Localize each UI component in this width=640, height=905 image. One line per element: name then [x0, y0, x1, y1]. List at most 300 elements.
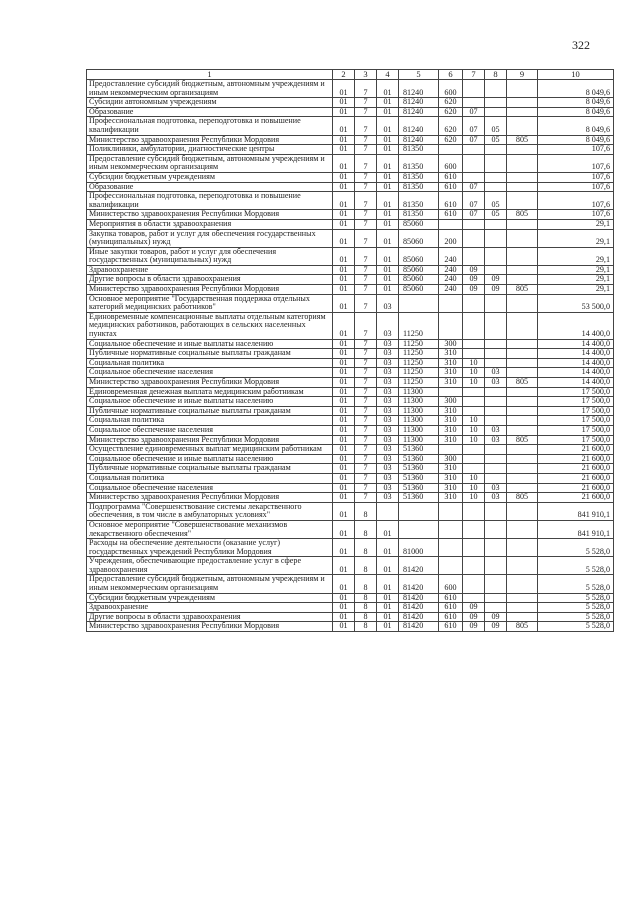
cell-code-2: 01 [333, 539, 355, 557]
cell-amount: 107,6 [538, 192, 614, 210]
cell-code-7: 07 [463, 135, 485, 145]
cell-code-6: 310 [439, 435, 463, 445]
table-row [87, 493, 614, 503]
cell-code-4: 03 [377, 425, 399, 435]
cell-code-4: 01 [377, 219, 399, 229]
cell-code-4: 01 [377, 117, 399, 135]
cell-code-9 [507, 520, 538, 538]
cell-code-6: 620 [439, 117, 463, 135]
cell-code-9 [507, 98, 538, 108]
cell-code-9 [507, 154, 538, 172]
column-header-5: 5 [399, 70, 439, 80]
cell-code-2: 01 [333, 425, 355, 435]
table-row [87, 425, 614, 435]
cell-code-3: 8 [355, 539, 377, 557]
cell-amount: 29,1 [538, 219, 614, 229]
cell-code-8: 05 [485, 117, 507, 135]
cell-code-4: 03 [377, 473, 399, 483]
cell-code-9 [507, 145, 538, 155]
cell-code-6: 600 [439, 575, 463, 593]
cell-code-3: 7 [355, 247, 377, 265]
cell-code-3: 7 [355, 406, 377, 416]
cell-code-8: 09 [485, 275, 507, 285]
cell-code-8 [485, 294, 507, 312]
cell-amount: 14 400,0 [538, 312, 614, 339]
row-label: Осуществление единовременных выплат медицинским работникам [87, 445, 333, 455]
cell-code-4: 01 [377, 539, 399, 557]
cell-code-7 [463, 229, 485, 247]
cell-code-5: 11250 [399, 339, 439, 349]
cell-code-6 [439, 145, 463, 155]
cell-code-4: 03 [377, 339, 399, 349]
cell-code-4: 03 [377, 294, 399, 312]
table-row [87, 416, 614, 426]
cell-code-6: 300 [439, 339, 463, 349]
cell-code-5: 51360 [399, 445, 439, 455]
column-header-3: 3 [355, 70, 377, 80]
cell-amount: 14 400,0 [538, 378, 614, 388]
cell-code-6 [439, 219, 463, 229]
cell-code-5: 85060 [399, 247, 439, 265]
cell-code-9 [507, 172, 538, 182]
cell-code-8: 03 [485, 483, 507, 493]
cell-code-2: 01 [333, 275, 355, 285]
cell-code-7 [463, 294, 485, 312]
cell-code-8: 05 [485, 192, 507, 210]
cell-code-8 [485, 312, 507, 339]
cell-code-7 [463, 98, 485, 108]
cell-code-4: 01 [377, 145, 399, 155]
cell-code-5: 81240 [399, 117, 439, 135]
cell-code-2: 01 [333, 135, 355, 145]
cell-code-8 [485, 247, 507, 265]
cell-code-2: 01 [333, 593, 355, 603]
cell-code-3: 7 [355, 368, 377, 378]
cell-code-8 [485, 80, 507, 98]
cell-amount: 29,1 [538, 265, 614, 275]
column-header-8: 8 [485, 70, 507, 80]
cell-code-8 [485, 575, 507, 593]
cell-code-8 [485, 520, 507, 538]
cell-code-9 [507, 368, 538, 378]
cell-code-8 [485, 339, 507, 349]
cell-code-2: 01 [333, 435, 355, 445]
cell-code-3: 7 [355, 312, 377, 339]
table-row [87, 575, 614, 593]
row-label: Предоставление субсидий бюджетным, автономным учреждениям и иным некоммерческим организациям [87, 154, 333, 172]
cell-code-3: 8 [355, 557, 377, 575]
row-label: Социальное обеспечение населения [87, 368, 333, 378]
table-row [87, 275, 614, 285]
cell-amount: 21 600,0 [538, 483, 614, 493]
cell-code-8: 03 [485, 435, 507, 445]
cell-code-6: 240 [439, 285, 463, 295]
cell-amount: 841 910,1 [538, 502, 614, 520]
row-label: Закупка товаров, работ и услуг для обеспечения государственных (муниципальных) нужд [87, 229, 333, 247]
cell-code-4: 03 [377, 483, 399, 493]
row-label: Иные закупки товаров, работ и услуг для обеспечения государственных (муниципальных) нужд [87, 247, 333, 265]
cell-code-4: 01 [377, 557, 399, 575]
table-row [87, 445, 614, 455]
cell-code-4: 01 [377, 172, 399, 182]
cell-code-2: 01 [333, 493, 355, 503]
cell-amount: 107,6 [538, 172, 614, 182]
cell-code-6 [439, 294, 463, 312]
cell-code-7 [463, 593, 485, 603]
cell-code-8 [485, 416, 507, 426]
cell-code-6 [439, 387, 463, 397]
cell-code-5: 11300 [399, 425, 439, 435]
cell-code-4: 01 [377, 107, 399, 117]
cell-code-6: 310 [439, 464, 463, 474]
row-label: Публичные нормативные социальные выплаты гражданам [87, 349, 333, 359]
cell-code-3: 7 [355, 265, 377, 275]
cell-code-4: 01 [377, 154, 399, 172]
cell-code-7 [463, 539, 485, 557]
cell-amount: 29,1 [538, 247, 614, 265]
cell-code-2: 01 [333, 229, 355, 247]
cell-code-8 [485, 593, 507, 603]
cell-code-7 [463, 387, 485, 397]
cell-code-7: 10 [463, 435, 485, 445]
cell-code-7 [463, 406, 485, 416]
cell-code-6: 620 [439, 107, 463, 117]
row-label: Социальное обеспечение населения [87, 483, 333, 493]
cell-amount: 21 600,0 [538, 454, 614, 464]
row-label: Образование [87, 182, 333, 192]
cell-code-5: 81420 [399, 603, 439, 613]
cell-code-3: 7 [355, 483, 377, 493]
cell-code-7 [463, 520, 485, 538]
row-label: Основное мероприятие "Совершенствование механизмов лекарственного обеспечения" [87, 520, 333, 538]
cell-code-9 [507, 483, 538, 493]
cell-code-7: 10 [463, 358, 485, 368]
cell-code-5: 81350 [399, 182, 439, 192]
cell-code-5: 81420 [399, 622, 439, 632]
row-label: Здравоохранение [87, 603, 333, 613]
cell-code-8: 09 [485, 622, 507, 632]
cell-code-8 [485, 219, 507, 229]
cell-code-6 [439, 539, 463, 557]
cell-code-4: 01 [377, 98, 399, 108]
cell-code-8: 03 [485, 378, 507, 388]
cell-code-8: 09 [485, 285, 507, 295]
cell-code-4: 01 [377, 612, 399, 622]
cell-code-3: 8 [355, 502, 377, 520]
cell-code-2: 01 [333, 387, 355, 397]
cell-code-7 [463, 154, 485, 172]
cell-code-3: 7 [355, 285, 377, 295]
cell-code-2: 01 [333, 416, 355, 426]
page-number: 322 [572, 38, 590, 52]
cell-code-7: 10 [463, 483, 485, 493]
cell-code-3: 7 [355, 387, 377, 397]
cell-code-7 [463, 454, 485, 464]
cell-code-9 [507, 182, 538, 192]
row-label: Социальное обеспечение и иные выплаты населению [87, 339, 333, 349]
table-body [87, 80, 614, 632]
cell-code-5: 81240 [399, 107, 439, 117]
cell-code-5: 51360 [399, 483, 439, 493]
row-label: Социальное обеспечение и иные выплаты населению [87, 397, 333, 407]
cell-code-9 [507, 219, 538, 229]
cell-code-4: 03 [377, 397, 399, 407]
cell-code-4: 01 [377, 265, 399, 275]
cell-code-6: 610 [439, 192, 463, 210]
cell-amount: 29,1 [538, 285, 614, 295]
cell-code-8 [485, 107, 507, 117]
cell-code-6: 610 [439, 612, 463, 622]
cell-code-4: 03 [377, 368, 399, 378]
cell-code-3: 8 [355, 612, 377, 622]
cell-amount: 17 500,0 [538, 397, 614, 407]
cell-code-5: 51360 [399, 473, 439, 483]
cell-code-7 [463, 557, 485, 575]
table-row [87, 358, 614, 368]
cell-code-6: 310 [439, 378, 463, 388]
cell-code-6: 310 [439, 425, 463, 435]
cell-amount: 17 500,0 [538, 425, 614, 435]
cell-code-4: 03 [377, 378, 399, 388]
cell-code-5: 85060 [399, 219, 439, 229]
cell-code-3: 7 [355, 378, 377, 388]
row-label: Здравоохранение [87, 265, 333, 275]
column-header-6: 6 [439, 70, 463, 80]
cell-code-3: 7 [355, 117, 377, 135]
table-row [87, 80, 614, 98]
cell-code-2: 01 [333, 483, 355, 493]
cell-code-5: 11300 [399, 416, 439, 426]
row-label: Министерство здравоохранения Республики Мордовия [87, 210, 333, 220]
cell-amount: 53 500,0 [538, 294, 614, 312]
table-row [87, 622, 614, 632]
cell-code-3: 8 [355, 520, 377, 538]
cell-code-9: 805 [507, 435, 538, 445]
row-label: Публичные нормативные социальные выплаты гражданам [87, 464, 333, 474]
table-row [87, 454, 614, 464]
cell-code-6: 610 [439, 172, 463, 182]
column-header-10: 10 [538, 70, 614, 80]
table-row [87, 520, 614, 538]
table-header-row [87, 70, 614, 80]
cell-code-5: 11250 [399, 358, 439, 368]
cell-code-9 [507, 349, 538, 359]
cell-code-2: 01 [333, 80, 355, 98]
cell-code-9 [507, 612, 538, 622]
cell-code-8 [485, 229, 507, 247]
column-header-4: 4 [377, 70, 399, 80]
cell-code-6: 610 [439, 210, 463, 220]
cell-code-9: 805 [507, 378, 538, 388]
cell-amount: 21 600,0 [538, 493, 614, 503]
cell-code-3: 7 [355, 294, 377, 312]
cell-code-4 [377, 502, 399, 520]
cell-code-9 [507, 229, 538, 247]
cell-amount: 17 500,0 [538, 406, 614, 416]
table-row [87, 435, 614, 445]
cell-code-7 [463, 80, 485, 98]
cell-code-9 [507, 247, 538, 265]
cell-code-4: 03 [377, 358, 399, 368]
cell-code-5: 11300 [399, 406, 439, 416]
row-label: Учреждения, обеспечивающие предоставление услуг в сфере здравоохранения [87, 557, 333, 575]
row-label: Предоставление субсидий бюджетным, автономным учреждениям и иным некоммерческим организациям [87, 80, 333, 98]
cell-code-2: 01 [333, 117, 355, 135]
cell-code-4: 01 [377, 603, 399, 613]
cell-code-2: 01 [333, 219, 355, 229]
row-label: Субсидии бюджетным учреждениям [87, 593, 333, 603]
table-row [87, 502, 614, 520]
cell-code-2: 01 [333, 265, 355, 275]
cell-code-4: 03 [377, 464, 399, 474]
cell-code-2: 01 [333, 378, 355, 388]
cell-code-9 [507, 406, 538, 416]
row-label: Социальная политика [87, 473, 333, 483]
cell-code-8 [485, 603, 507, 613]
cell-amount: 17 500,0 [538, 435, 614, 445]
cell-code-4: 03 [377, 387, 399, 397]
cell-code-6: 240 [439, 247, 463, 265]
cell-amount: 107,6 [538, 210, 614, 220]
cell-amount: 8 049,6 [538, 117, 614, 135]
cell-code-9: 805 [507, 622, 538, 632]
cell-code-8 [485, 387, 507, 397]
table-row [87, 135, 614, 145]
cell-code-7 [463, 219, 485, 229]
cell-code-2: 01 [333, 172, 355, 182]
cell-code-2: 01 [333, 107, 355, 117]
cell-code-4: 03 [377, 312, 399, 339]
cell-code-2: 01 [333, 339, 355, 349]
cell-code-3: 7 [355, 275, 377, 285]
row-label: Другие вопросы в области здравоохранения [87, 612, 333, 622]
cell-code-2: 01 [333, 358, 355, 368]
table-row [87, 483, 614, 493]
row-label: Социальная политика [87, 358, 333, 368]
cell-code-5: 85060 [399, 229, 439, 247]
cell-code-4: 01 [377, 192, 399, 210]
cell-amount: 8 049,6 [538, 107, 614, 117]
cell-code-2: 01 [333, 98, 355, 108]
cell-code-2: 01 [333, 294, 355, 312]
cell-code-6 [439, 520, 463, 538]
cell-code-9 [507, 275, 538, 285]
cell-code-7 [463, 339, 485, 349]
table-row [87, 473, 614, 483]
cell-code-4: 01 [377, 285, 399, 295]
cell-code-7 [463, 397, 485, 407]
cell-code-5 [399, 502, 439, 520]
cell-code-5: 51360 [399, 454, 439, 464]
cell-code-7 [463, 445, 485, 455]
cell-amount: 5 528,0 [538, 603, 614, 613]
cell-code-3: 7 [355, 192, 377, 210]
cell-code-2: 01 [333, 154, 355, 172]
cell-code-3: 8 [355, 575, 377, 593]
cell-code-5: 81350 [399, 145, 439, 155]
cell-code-7: 10 [463, 416, 485, 426]
table-row [87, 117, 614, 135]
table-row [87, 107, 614, 117]
table-row [87, 210, 614, 220]
cell-code-5: 81420 [399, 557, 439, 575]
cell-code-5: 85060 [399, 265, 439, 275]
cell-code-6 [439, 557, 463, 575]
cell-amount: 17 500,0 [538, 387, 614, 397]
cell-code-9 [507, 464, 538, 474]
cell-code-7: 07 [463, 182, 485, 192]
cell-code-3: 7 [355, 425, 377, 435]
table-row [87, 612, 614, 622]
cell-amount: 107,6 [538, 154, 614, 172]
cell-code-2: 01 [333, 454, 355, 464]
cell-code-5: 11250 [399, 368, 439, 378]
row-label: Публичные нормативные социальные выплаты гражданам [87, 406, 333, 416]
cell-code-9 [507, 416, 538, 426]
cell-code-5: 81350 [399, 154, 439, 172]
cell-code-3: 7 [355, 219, 377, 229]
cell-code-3: 7 [355, 464, 377, 474]
cell-code-3: 7 [355, 349, 377, 359]
cell-amount: 5 528,0 [538, 539, 614, 557]
cell-code-5: 11250 [399, 349, 439, 359]
cell-code-9 [507, 575, 538, 593]
cell-code-6: 240 [439, 275, 463, 285]
cell-code-8 [485, 98, 507, 108]
table-row [87, 339, 614, 349]
cell-amount: 107,6 [538, 182, 614, 192]
cell-code-3: 7 [355, 473, 377, 483]
cell-code-4: 01 [377, 520, 399, 538]
cell-code-3: 7 [355, 493, 377, 503]
cell-code-4: 01 [377, 622, 399, 632]
cell-code-5: 11250 [399, 378, 439, 388]
cell-code-4: 01 [377, 575, 399, 593]
row-label: Предоставление субсидий бюджетным, автономным учреждениям и иным некоммерческим организациям [87, 575, 333, 593]
cell-code-2: 01 [333, 612, 355, 622]
row-label: Министерство здравоохранения Республики Мордовия [87, 435, 333, 445]
cell-code-9 [507, 107, 538, 117]
cell-amount: 5 528,0 [538, 593, 614, 603]
cell-code-7: 09 [463, 612, 485, 622]
cell-code-8: 03 [485, 493, 507, 503]
row-label: Поликлиники, амбулатории, диагностические центры [87, 145, 333, 155]
cell-code-9 [507, 557, 538, 575]
table-row [87, 593, 614, 603]
cell-code-8 [485, 172, 507, 182]
cell-code-2: 01 [333, 145, 355, 155]
cell-code-7 [463, 312, 485, 339]
cell-amount: 17 500,0 [538, 416, 614, 426]
cell-code-8 [485, 445, 507, 455]
cell-code-2: 01 [333, 557, 355, 575]
cell-code-6: 310 [439, 368, 463, 378]
cell-code-7: 09 [463, 285, 485, 295]
column-header-2: 2 [333, 70, 355, 80]
cell-code-3: 7 [355, 445, 377, 455]
cell-code-9 [507, 603, 538, 613]
cell-code-3: 7 [355, 172, 377, 182]
cell-code-3: 7 [355, 435, 377, 445]
row-label: Министерство здравоохранения Республики Мордовия [87, 493, 333, 503]
cell-code-6: 300 [439, 397, 463, 407]
cell-code-8 [485, 154, 507, 172]
cell-code-5: 11300 [399, 387, 439, 397]
row-label: Единовременные компенсационные выплаты отдельным категориям медицинских работников, работающих в сельских населенных пунктах [87, 312, 333, 339]
cell-amount: 107,6 [538, 145, 614, 155]
cell-code-7: 07 [463, 192, 485, 210]
cell-code-4: 01 [377, 135, 399, 145]
